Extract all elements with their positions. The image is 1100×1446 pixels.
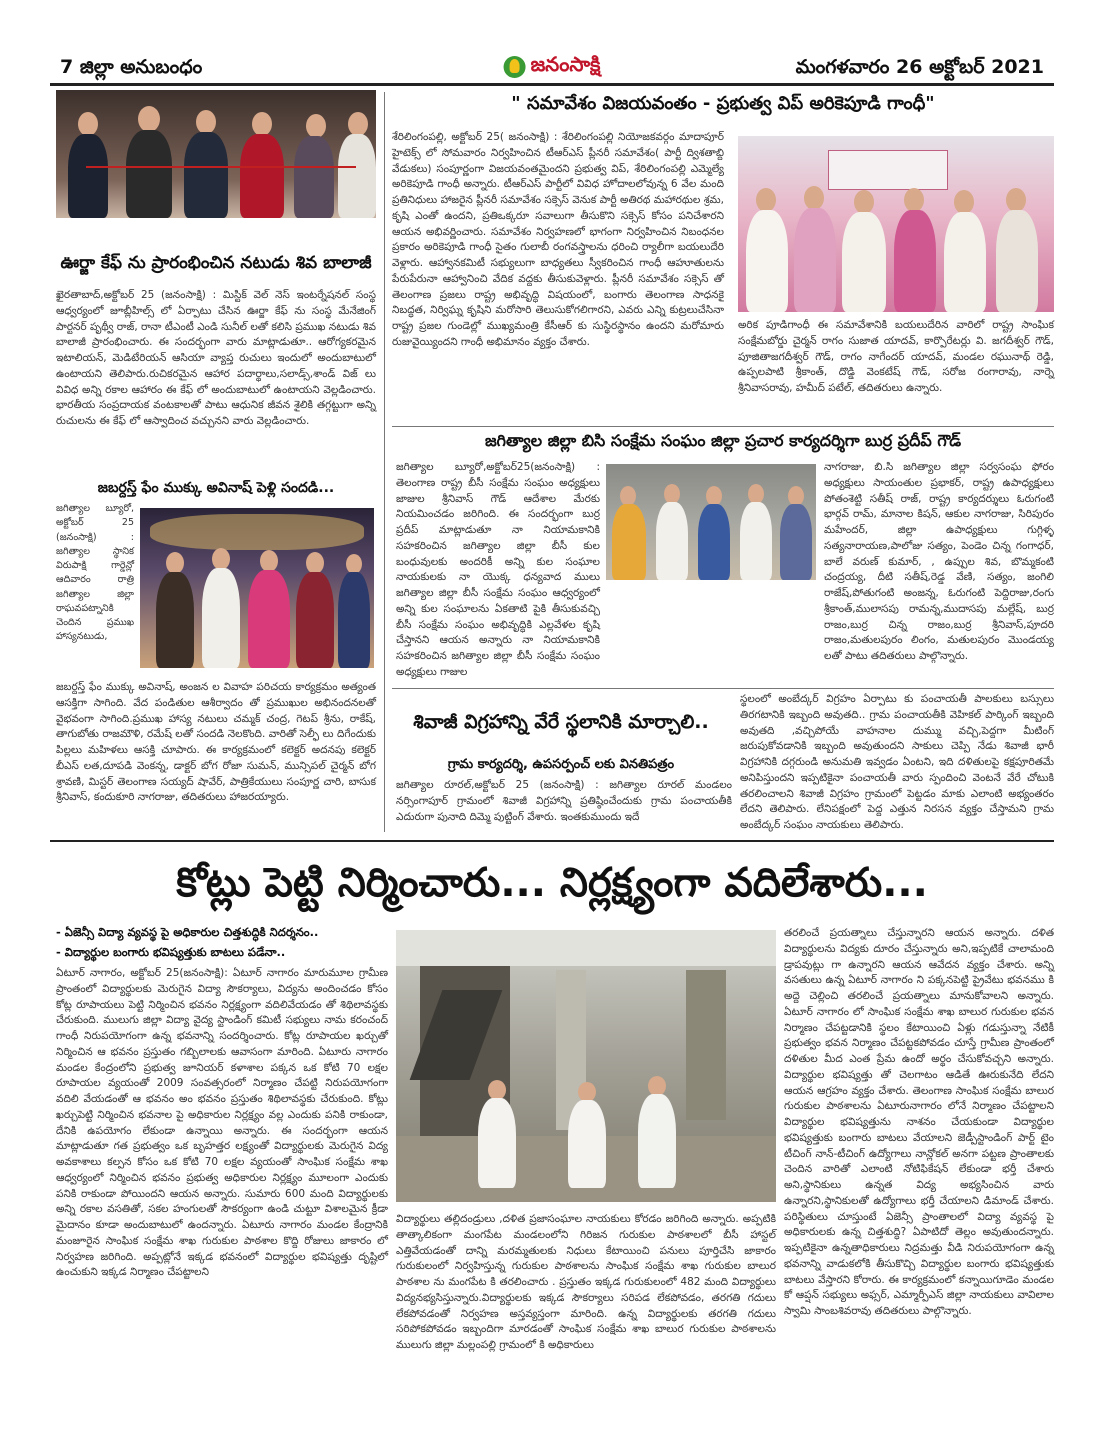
bc-dateline: జగిత్యాల బ్యూరో,అక్టోబర్25(జనంసాక్షి) : xyxy=(396,461,600,473)
main-dateline: ఏటూర్ నాగారం, అక్టోబర్ 25(జనంసాక్షి): xyxy=(56,967,228,979)
meeting-story xyxy=(392,130,724,424)
wedding-body: జబర్దస్త్ ఫేం ముక్కు అవినాష్, అంజన ల వివాహ పరిచయ కార్యక్రమం అత్యంత ఆసక్తిగా సాగింది. వేద పండితుల ఆశీర్వాదం తో ప్రముఖుల అభినందనలతో వైభవంగా సాగింది.ప్రముఖ హాస్య నటులు చమ్మక్ చంద్ర, గెటప్ శ్రీను, రాకేష్, తాగుబోతు రాజమౌళి, రమేష్ లతో సందడి నెలకొంది. వారితో సెల్ఫీ లు దిగేందుకు పిల్లలు మహిళలు ఆసక్తి చూపారు. ఈ కార్యక్రమంలో కలెక్టర్ అదనపు కలెక్టర్ బీఎస్ లత,దూపడి వెంకన్న, డాక్టర్ బోగ రోజా సుమన్, మున్సిపల్ చైర్మన్ బోగ శ్రావణి, మిస్టర్ తెలంగాణ సయ్యద్ షావేర్, పాత్రికేయులు సంపూర్ణ చారి, బాసుక శ్రీనివాస్, కందుకూరి నాగరాజు, తదితరులు హాజరయ్యారు. xyxy=(56,681,376,804)
building-photo xyxy=(396,930,776,1202)
meeting-body-wrap xyxy=(392,130,724,351)
paper-name-text: జనంసాక్షి xyxy=(530,52,601,76)
cafe-body: మిస్టిక్ వెల్ నెస్ ఇంటర్నేషనల్ సంస్థ ఆధ్వర్యంలో జూబ్లీహిల్స్ లో ఏర్పాటు చేసిన ఊర్జా కేఫ్ ను సంస్థ మేనేజింగ్ పార్టనర్ పృథ్వీ రాజ్, రానా టీఎంటీ ఎండి సునీల్ లతో కలిసి ప్రముఖ నటుడు శివ బాలాజీ ప్రారంభించారు. ఈ సందర్భంగా వారు మాట్లాడుతూ.. ఆరోగ్యకరమైన ఇటాలియన్, మెడిటేరియన్ ఆసియా వ్యాప్త రుచులు ఇందులో అందుబాటులో ఉంటాయని తెలిపారు.రుచికరమైన ఆహార పదార్థాలు,సలాడ్స్,శాండ్ విజ్ లు వివిధ అన్ని రకాల ఆహారం ఈ కేఫ్ లో అందుబాటులో ఉంటాయని వెల్లడించారు. భారతీయ సంప్రదాయక వంటకాలతో పాటు ఆధునిక జీవన శైలికి తగ్గట్టుగా అన్ని రుచులను ఈ కేఫ్ లో ఆస్వాదించ వచ్చునని వారు వెల్లడించారు. xyxy=(56,289,376,427)
bc-photo xyxy=(606,464,816,580)
bc-col2-text: నాగరాజు, బి.సి జగిత్యాల జిల్లా సర్వసంఘ ఫోరం అధ్యక్షులు సాయంతుల ప్రభాకర్, రాష్ట్ర ఉపాధ్యక్షులు పోతంశెట్టి సతీష్ రాజ్, రాష్ట్ర కార్యదర్శులు ఓరుగంటి భార్గవ్ రామ్, మానాల కిషన్, ఆకుల నాగరాజు, సిరిపురం మహేందర్, జిల్లా ఉపాధ్యక్షులు గుగ్గిళ్ళ సత్యనారాయణ,పాలోజు సత్యం, పెండెం చిన్న గంగాధర్, బాలే వరుణ్ కుమార్, , ఉప్పుల శివ, బొమ్మకంటి చంద్రయ్య, దీటి సతీష్,రెడ్డ వేణి, సత్యం, జంగిలి రాజేష్,పోతుగంటి అంజన్న, ఓరుగంటి పెద్దిరాజు,రంగు శ్రీకాంత్,ములాసపు రామన్న,ముదాసపు మల్లేష్, బుర్ర రాజం,బుర్ర చిన్న రాజం,బుర్ర శ్రీనివాస్,పూదరి రాజం,మతులపురం లింగం, మతులపురం మొండయ్య లతో పాటు తదితరులు పాల్గొన్నారు. xyxy=(824,461,1054,662)
masthead xyxy=(50,52,1054,86)
main-col3-text: తరలించే ప్రయత్నాలు చేస్తున్నారని ఆయన అన్నారు. దళిత విద్యార్థులను విద్యకు దూరం చేస్తున్నారు అని,ఇప్పటికే చాలామంది డ్రాపవుట్లు గా ఉన్నారని ఆయన ఆవేదన వ్యక్తం చేశారు. అన్ని వసతులు ఉన్న ఏటూర్ నాగారం ని పక్కనపెట్టి ప్రైవేటు భవనము కి అద్దె చెల్లించి తరలించే ప్రయత్నాలు మానుకోవాలని అన్నారు. ఏటూర్ నాగారం లో సాంఘిక సంక్షేమ శాఖ బాలుర గురుకుల భవన నిర్మాణం చేపట్టడానికి స్థలం కేటాయించి ఏళ్లు గడుస్తున్నా నేటికీ ప్రభుత్వం భవన నిర్మాణం చేపట్టకపోవడం చూస్తే గ్రామీణ ప్రాంతంలో దళితుల మీద ఎంత ప్రేమ ఉందో అర్థం చేసుకోవచ్చని అన్నారు. విద్యార్థుల భవిష్యత్తు తో చెలగాటం ఆడితే ఊరుకునేది లేదని ఆయన ఆగ్రహం వ్యక్తం చేశారు. తెలంగాణ సాంఘిక సంక్షేమ బాలుర గురుకుల పాఠశాలను ఏటూరునాగారం లోనే నిర్మాణం చేపట్టాలని విద్యార్థుల భవిష్యత్తును నాశనం చేయకుండా విద్యార్థుల భవిష్యత్తుకు బంగారు బాటలు వేయాలని జెడ్పీస్టాండింగ్ పార్ట్ టైం టీచింగ్ నాన్-టీచింగ్ ఉద్యోగాలు నాన్లోకల్ అనగా పట్టణ ప్రాంతాలకు చెందిన వారితో ఎలాంటి నోటిఫికేషన్ లేకుండా భర్తీ చేశారు అని,స్థానికులు ఉన్నత విద్య అభ్యసించిన వారు ఉన్నారని,స్థానికులతో ఉద్యోగాలు భర్తీ చేయాలని డిమాండ్ చేశారు. పరిస్థితులు చూస్తుంటే ఏజెన్సీ ప్రాంతాలలో విద్యా వ్యవస్థ పై అధికారులకు ఉన్న చిత్తశుద్ధి? ఏపాటిదో తెల్లం అవుతుందన్నారు. ఇప్పటికైనా ఉన్నతాధికారులు నిద్రమత్తు వీడి నిరుపయోగంగా ఉన్న భవనాన్ని వాడుకలోకి తీసుకొచ్చి విద్యార్థుల బంగారు భవిష్యత్తుకు బాటలు వేస్తారని కోరారు. ఈ కార్యక్రమంలో కన్నాయిగూడెం మండల కో ఆప్షన్ సభ్యులు అఫ్సర్, ఎమ్మార్పీఎస్ జిల్లా నాయకులు వావిలాల స్వామి సాంబశివరావు తదితరులు పాల్గొన్నారు. xyxy=(784,927,1054,1317)
column-divider xyxy=(384,92,385,832)
meeting-caption xyxy=(738,318,1054,422)
wedding-intro-text: జగిత్యాల స్థానిక విరుపాక్షి గార్డెన్లో ఆదివారం రాత్రి జగిత్యాల జిల్లా రాఘవపట్నానికి చెందిన ప్రముఖ హాస్యనటుడు, xyxy=(56,545,134,643)
paper-name xyxy=(504,52,601,81)
meeting-headline: " సమావేశం విజయవంతం - ప్రభుత్వ విప్ అరికెపూడి గాంధీ" xyxy=(511,93,935,114)
main-story-col3 xyxy=(784,926,1054,1410)
section-divider-2 xyxy=(392,688,1054,689)
issue-date: మంగళవారం 26 అక్టోబర్ 2021 xyxy=(795,56,1044,78)
bc-story-col1 xyxy=(396,460,600,678)
main-subhead-2: - విద్యార్థుల బంగారు భవిష్యత్తుకు బాటలు పడేనా.. xyxy=(56,945,286,959)
main-headline: కోట్లు పెట్టి నిర్మించారు... నిర్లక్ష్యంగా వదిలేశారు... xyxy=(176,860,928,906)
wedding-intro xyxy=(56,502,134,676)
meeting-dateline: శేరిలింగంపల్లి, అక్టోబర్ 25( జనంసాక్షి) : xyxy=(392,131,558,143)
meeting-caption-text: అరిక పూడిగాంధీ ఈ సమావేశానికి బయలుదేరిన వారిలో రాష్ట్ర సాంఘిక సంక్షేమబోర్డు చైర్మన్ రాగం సుజాత యాదవ్, కార్పొరేటర్లు వి. జగదీశ్వర్ గౌడ్, పూజితాజగదీశ్వర్ గౌడ్, రాగం నాగేందర్ యాదవ్, మండల రఘునాథ్ రెడ్డి, ఉప్పలపాటి శ్రీకాంత్, దొడ్డి వెంకటేష్ గౌడ్, సరోజ రంగారావు, నార్నె శ్రీనివాసరావు, హమీద్ పటేల్, తదితరులు ఉన్నారు. xyxy=(738,319,1054,394)
main-col1-wrap xyxy=(56,966,388,1281)
main-col2-text: విద్యార్థులు తల్లిదండ్రులు ,దళిత ప్రజాసంఘాల నాయకులు కోరడం జరిగింది అన్నారు. అప్పటికి తాత్కాలికంగా మంగపేట మండలంలోని గిరిజన గురుకుల పాఠశాలలో బీసీ హాస్టల్ ఎత్తివేయడంతో దాన్ని మరమ్మతులకు నిధులు కేటాయించి పనులు పూర్తిచేసి జాకారం గురుకులంలో నిర్వహిస్తున్న గురుకుల పాఠశాలను సాంఘిక సంక్షేమ శాఖ గురుకుల బాలుర పాఠశాల ను మంగపేట కి తరలించారు . ప్రస్తుతం ఇక్కడ గురుకులంలో 482 మంది విద్యార్థులు విద్యనభ్యసిస్తున్నారు.విద్యార్థులకు ఇక్కడ సౌకర్యాలు సరిపడ లేకపోవడం, తరగతి గదులు లేకపోవడంతో నిర్వహణ అస్తవ్యస్తంగా మారింది. ఉన్న విద్యార్థులకు తరగతి గదులు సరిపోకపోవడం ఇబ్బందిగా మారడంతో సాంఘిక సంక్షేమ శాఖ బాలుర గురుకుల పాఠశాలను ములుగు జిల్లా మల్లంపల్లి గ్రామంలో కి అధికారులు xyxy=(396,1213,776,1351)
wedding-photo xyxy=(140,508,374,668)
bc-story-col2 xyxy=(824,460,1054,662)
shivaji-col1-text: జగిత్యాల రూరల్ మండలం నర్సింగాపూర్ గ్రామంలో శివాజీ విగ్రహాన్ని ప్రతిష్ఠించేందుకు గ్రామ పంచాయతీకి ఎదురుగా పునాది దిమ్మె పుట్టింగ్ వేశారు. ఇంతకుముందు ఇదే xyxy=(396,779,732,823)
meeting-photo xyxy=(738,136,1054,312)
shivaji-col2-text: స్థలంలో అంబేద్కర్ విగ్రహం ఏర్పాటు కు పంచాయతీ పాలకులు బస్సులు తిరగటానికి ఇబ్బంది అవుతది.. గ్రామ పంచాయతీకి వెహికల్ పార్కింగ్ ఇబ్బంది అవుతది ,వచ్చిపోయే వాహనాల దుమ్ము వచ్చి,పెద్దగా మీటింగ్ జరుపుకోవడానికి ఇబ్బంది అవుతుందని సాకులు చెప్పి నేడు శివాజీ భారీ విగ్రహానికి దగ్గరుండి అనుమతి ఇవ్వడం ఏంటని, ఇది దళితులపై కక్షపూరితమే అనిపిస్తుందని ఇప్పటికైనా పంచాయతీ వారు స్పందించి వెంటనే వేరే చోటుకి తరలించాలని శివాజీ విగ్రహం గ్రామంలో పెట్టడం మాకు ఎలాంటి అభ్యంతరం లేదని తెలిపారు. లేనిపక్షంలో పెద్ద ఎత్తున నిరసన వ్యక్తం చేస్తామని గ్రామ అంబేద్కర్ సంఘం నాయకులు తెలిపారు. xyxy=(740,693,1054,831)
main-story-col1 xyxy=(56,966,388,1410)
wedding-dateline: జగిత్యాల బ్యూరో, అక్టోబర్ 25 (జనంసాక్షి) : xyxy=(56,503,134,543)
wedding-story xyxy=(56,680,376,828)
main-story-col2 xyxy=(396,1212,776,1410)
cafe-headline: ఊర్జా కేఫ్ ను ప్రారంభించిన నటుడు శివ బాలాజీ xyxy=(60,253,372,273)
bc-headline: జగిత్యాల జిల్లా బిసి సంక్షేమ సంఘం జిల్లా ప్రచార కార్యదర్శిగా బుర్ర ప్రదీప్ గౌడ్ xyxy=(484,431,962,450)
page-info: 7 జిల్లా అనుబంధం xyxy=(60,56,203,78)
shivaji-story-col2 xyxy=(740,692,1054,832)
main-col1-text: ఏటూర్ నాగారం మారుమూల గ్రామీణ ప్రాంతంలో విద్యార్థులకు మెరుగైన విద్యా సౌకర్యాలు, విద్యను అందించడం కోసం కోట్ల రూపాయలు పెట్టి నిర్మించిన భవనం నిర్లక్ష్యంగా వదిలివేయడం తో శిథిలావస్థకు చేరుకుంది. ములుగు జిల్లా విద్యా వైద్య స్టాండింగ్ కమిటీ సభ్యులు నామ కరంచంద్ గాంధీ నిరుపయోగంగా ఉన్న భవనాన్ని సందర్శించారు. కోట్ల రూపాయల ఖర్చుతో నిర్మించిన ఆ భవనం ప్రస్తుతం గబ్బిలాలకు ఆవాసంగా మారింది. ఏటూరు నాగారం మండల కేంద్రంలోని ప్రభుత్వ జూనియర్ కళాశాల పక్కన ఒక కోటి 70 లక్షల రూపాయల వ్యయంతో 2009 సంవత్సరంలో నిర్మాణం చేపట్టి నిరుపయోగంగా వదిలి వేయడంతో ఆ భవనం అం భవనం ప్రస్తుతం శిథిలావస్థకు చేరుకుంది. కోట్లు ఖర్చుపెట్టి నిర్మించిన భవనాల పై అధికారుల నిర్లక్ష్యం వల్ల ఎందుకు పనికి రాకుండా, దేనికి ఉపయోగం లేకుండా ఉన్నాయి అన్నారు. ఈ సందర్భంగా ఆయన మాట్లాడుతూ గత ప్రభుత్వం ఒక బృహత్తర లక్ష్యంతో విద్యార్థులకు మెరుగైన విద్య అవకాశాలు కల్పన కోసం ఒక కోటి 70 లక్షల వ్యయంతో సాంఘిక సంక్షేమ శాఖ ఆధ్వర్యంలో నిర్మించిన భవనం ప్రభుత్వ అధికారుల నిర్లక్ష్యం మూలంగా ఎందుకు పనికి రాకుండా పోయిందని ఆయన అన్నారు. సుమారు 600 మంది విద్యార్థులకు అన్ని రకాల వసతితో, సకల హంగులతో సౌకర్యంగా ఉండి చుట్టూ విశాలమైన క్రీడా మైదానం కూడా అందుబాటులో ఉందన్నారు. ఏటూరు నాగారం మండల కేంద్రానికి మంజూరైన సాంఘిక సంక్షేమ శాఖ గురుకుల పాఠశాల కొద్ది రోజులు జాకారం లో నిర్వహణ జరిగింది. అప్పట్లోనే ఇక్కడ భవనంలో విద్యార్థుల భవిష్యత్తు దృష్టిలో ఉంచుకుని ఇక్కడ నిర్మాణం చేపట్టాలని xyxy=(56,967,388,1279)
bc-col1-wrap xyxy=(396,460,600,681)
section-divider xyxy=(392,426,1054,427)
shivaji-story-col1 xyxy=(396,778,732,830)
cafe-dateline: ఖైరతాబాద్,అక్టోబర్ 25 (జనంసాక్షి) : xyxy=(56,289,217,301)
shivaji-headline: శివాజీ విగ్రహాన్ని వేరే స్థలానికి మార్చాలి.. xyxy=(413,711,709,733)
bc-col1-text: తెలంగాణ రాష్ట్ర బీసీ సంక్షేమ సంఘం అధ్యక్షులు జాజుల శ్రీనివాస్ గౌడ్ ఆదేశాల మేరకు నియమించడం జరిగింది. ఈ సందర్భంగా బుర్ర ప్రదీప్ మాట్లాడుతూ నా నియామకానికి సహకరించిన జగిత్యాల జిల్లా బీసీ కుల బంధువులకు అందరికీ అన్ని కుల సంఘాల నాయకులకు నా యొక్క ధన్యవాద ములు జగిత్యాల జిల్లా బీసీ సంక్షేమ సంఘం ఆధ్వర్యంలో అన్ని కుల సంఘాలను ఏకతాటి పైకి తీసుకువచ్చి బీసీ సంక్షేమ సంఘం అభివృద్ధికి ఎల్లవేళల కృషి చేస్తానని ఆయన అన్నారు నా నియామకానికి సహకరించిన జగిత్యాల జిల్లా బీసీ సంక్షేమ సంఘం అధ్యక్షులు గాజుల xyxy=(396,476,600,678)
shivaji-col1-wrap xyxy=(396,778,732,825)
main-subhead-1: - ఏజెన్సీ విద్యా వ్యవస్థ పై అధికారుల చిత్తశుద్ధికి నిదర్శనం.. xyxy=(56,925,319,939)
shivaji-subhead: గ్రామ కార్యదర్శి, ఉపసర్పంచ్ లకు వినతిపత్రం xyxy=(447,757,675,772)
wedding-intro-wrap xyxy=(56,502,134,645)
wedding-headline: జబర్దస్త్ ఫేం ముక్కు అవినాష్ పెళ్లి సందడి... xyxy=(97,480,335,496)
cafe-body-wrap xyxy=(56,288,376,430)
section-divider-3 xyxy=(50,840,1054,842)
cafe-photo xyxy=(56,90,376,218)
cafe-story xyxy=(56,288,376,470)
shivaji-dateline: జగిత్యాల రూరల్,అక్టోబర్ 25 (జనంసాక్షి) : xyxy=(396,779,599,791)
paper-logo-icon xyxy=(504,56,526,78)
meeting-body: శేరిలింగంపల్లి నియోజకవర్గం మాదాపూర్ హైటెక్స్ లో సోమవారం నిర్వహించిన టీఆర్ఎస్ ప్లీనరీ సమావేశం( పార్టీ ద్విశతాబ్ది వేడుకలు) సంపూర్ణంగా విజయవంతమైందని ప్రభుత్వ విప్, శేరిలింగంపల్లి ఎమ్మెల్యే అరికెపూడి గాంధీ అన్నారు. టీఆర్ఎస్ పార్టీలో వివిధ హోదాలలోవున్న 6 వేల మంది ప్రతినిధులు హాజరైన ప్లీనరీ సమావేశం సక్సెస్ వెనుక పార్టీ అతిరథ మహారథుల శ్రమ, కృషి ఎంతో ఉందని, ప్రతిఒక్కరూ సవాలుగా తీసుకొని సక్సెస్ కోసం పనిచేశారని ఆయన అభివర్ణించారు. సమావేశం నిర్వహణలో భాగంగా నిర్వహించిన నిబంధనల ప్రకారం అరికెపూడి గాంధీ సైతం గులాబీ రంగవస్త్రాలను ధరించి ర్యాలీగా బయలుదేరి వెళ్లారు. ఆహ్వానకమిటీ సభ్యులుగా బాధ్యతలు స్వీకరించిన గాంధీ ఆహూతులను పేరుపేరునా ఆహ్వానించి వేదిక వద్దకు తీసుకువెళ్లారు. ప్లీనరీ సమావేశం సక్సెస్ తో తెలంగాణ ప్రజలు రాష్ట్ర అభివృద్ధి విషయంలో, బంగారు తెలంగాణ సాధనకై నిబద్ధత, నిర్విఘ్న కృషిని మరోసారి తెలుసుకోగలిగారని, ఎవరు ఎన్ని కుట్రలుచేసినా రాష్ట్ర ప్రజల గుండెల్లో ముఖ్యమంత్రి కేసీఆర్ కు సుస్థిరస్థానం ఉందని మరోమారు రుజువైయ్యిందని గాంధీ అభిమానం వ్యక్తం చేశారు. xyxy=(392,131,725,348)
